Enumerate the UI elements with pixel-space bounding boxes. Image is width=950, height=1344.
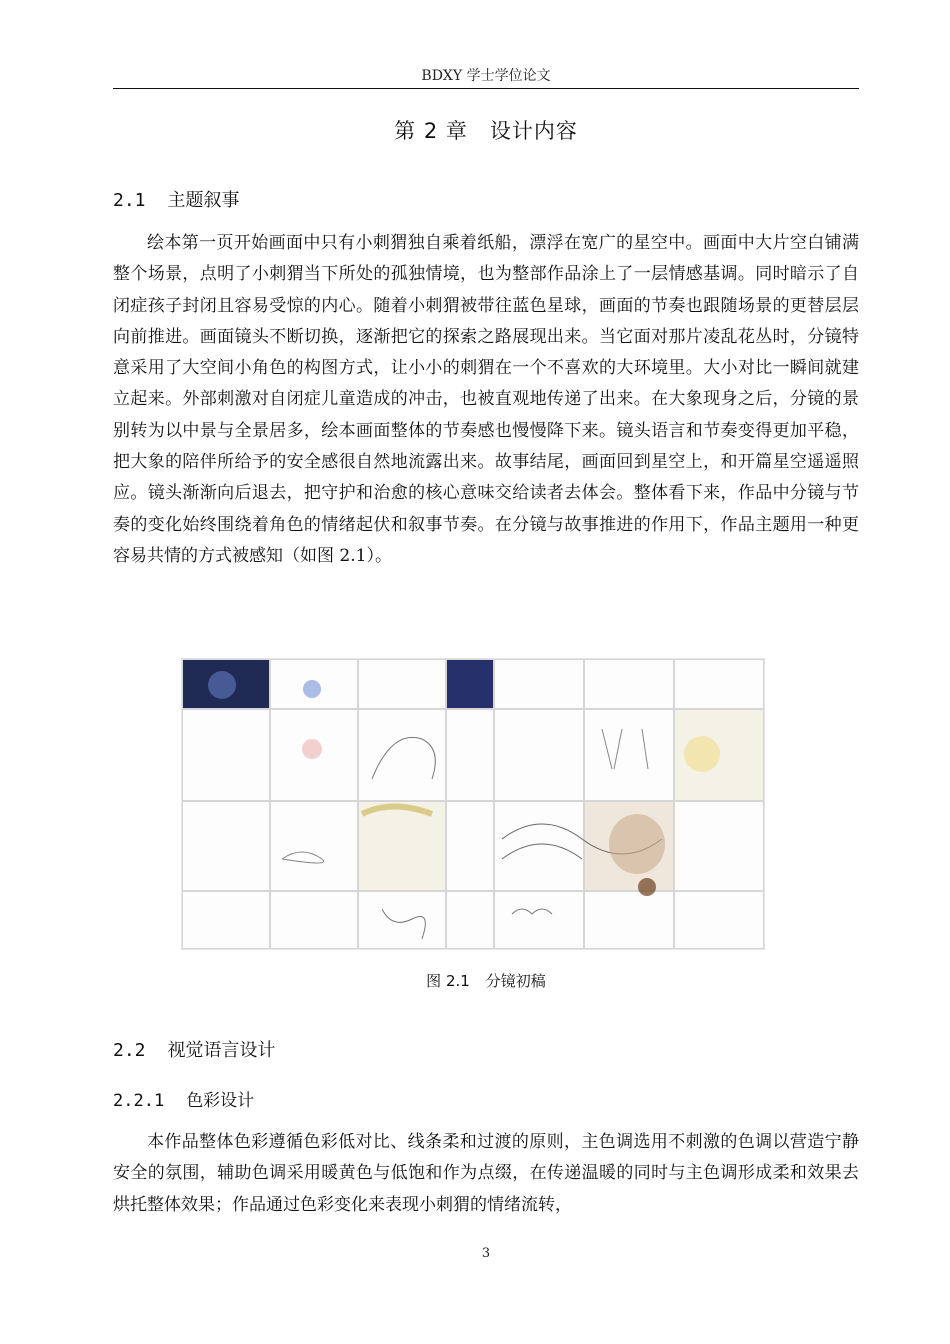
body-paragraph-2-2-1: 本作品整体色彩遵循色彩低对比、线条柔和过渡的原则，主色调选用不刺激的色调以营造宁静安全的氛围，辅助色调采用暖黄色与低饱和作为点缀，在传递温暖的同时与主色调形成柔和效果去烘托整体效果；作品通过色彩变化来表现小刺猬的情绪流转， — [113, 1132, 859, 1215]
figure-number: 图 2.1 — [426, 972, 470, 990]
section-heading-2-2 — [113, 1038, 276, 1064]
header-divider — [113, 88, 859, 89]
page-number: 3 — [481, 1246, 491, 1261]
figure-caption-text: 分镜初稿 — [485, 972, 546, 990]
storyboard-figure — [181, 658, 765, 950]
running-header: BDXY 学士学位论文 — [421, 68, 551, 84]
section-number: 2.1 — [113, 190, 146, 211]
body-paragraph-2-1: 绘本第一页开始画面中只有小刺猬独自乘着纸船，漂浮在宽广的星空中。画面中大片空白铺满整个场景，点明了小刺猬当下所处的孤独情境，也为整部作品涂上了一层情感基调。同时暗示了自闭症孩子封闭且容易受惊的内心。随着小刺猬被带往蓝色星球，画面的节奏也跟随场景的更替层层向前推进。画面镜头不断切换，逐渐把它的探索之路展现出来。当它面对那片凌乱花丛时，分镜特意采用了大空间小角色的构图方式，让小小的刺猬在一个不喜欢的大环境里。大小对比一瞬间就建立起来。外部刺激对自闭症儿童造成的冲击，也被直观地传递了出来。在大象现身之后，分镜的景别转为以中景与全景居多，绘本画面整体的节奏感也慢慢降下来。镜头语言和节奏变得更加平稳，把大象的陪伴所给予的安全感很自然地流露出来。故事结尾，画面回到星空上，和开篇星空遥遥照应。镜头渐渐向后退去，把守护和治愈的核心意味交给读者去体会。整体看下来，作品中分镜与节奏的变化始终围绕着角色的情绪起伏和叙事节奏。在分镜与故事推进的作用下，作品主题用一种更容易共情的方式被感知（如图 2.1）。 — [113, 233, 859, 566]
figure-caption — [113, 970, 859, 992]
subsection-number: 2.2.1 — [113, 1091, 165, 1111]
storyboard-sketch-lines — [182, 659, 764, 949]
section-title: 主题叙事 — [167, 190, 240, 211]
section-number: 2.2 — [113, 1040, 146, 1061]
section-title: 视觉语言设计 — [167, 1040, 276, 1061]
subsection-heading-2-2-1 — [113, 1088, 254, 1114]
section-heading-2-1 — [113, 188, 240, 214]
chapter-title: 第 2 章 设计内容 — [394, 119, 578, 143]
subsection-title: 色彩设计 — [186, 1091, 255, 1111]
